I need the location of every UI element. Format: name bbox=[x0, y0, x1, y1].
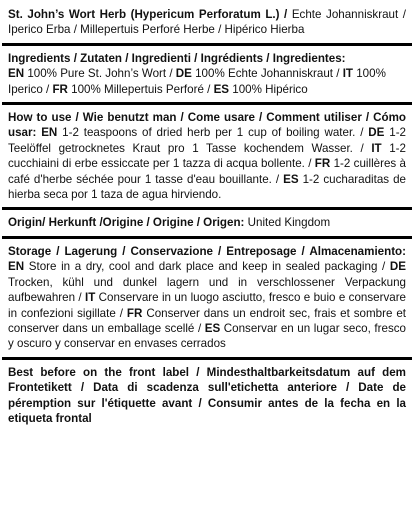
storage-heading: Storage / Lagerung / Conservazione / Entreposage / Almacenamiento: bbox=[8, 244, 406, 258]
ingredients-text-de: 100% Echte Johanniskraut / bbox=[191, 67, 343, 81]
ingredients-text-en: 100% Pure St. John’s Wort / bbox=[24, 67, 176, 81]
origin-section bbox=[2, 210, 412, 238]
storage-text-es: Conservar en un lugar seco, fresco y oscuro y conservar en envases cerrados bbox=[8, 321, 406, 351]
ingredients-text-es: 100% Hipérico bbox=[229, 82, 308, 96]
best-before-section bbox=[2, 360, 412, 427]
ingredients-section bbox=[2, 46, 412, 105]
product-name-translations: Echte Johanniskraut / Iperico Erba / Millepertuis Perforé Herbe / Hipérico Hierba bbox=[8, 8, 406, 37]
storage-code-es: ES bbox=[204, 321, 221, 335]
ingredients-code-fr: FR bbox=[52, 82, 68, 96]
how-to-use-section bbox=[2, 105, 412, 210]
how-to-use-code-it: IT bbox=[371, 141, 382, 155]
storage-code-fr: FR bbox=[126, 306, 143, 320]
how-to-use-text-fr: 1-2 cuillères à café d'herbe séchée pour 1 tasse d'eau bouillante. / bbox=[8, 157, 406, 186]
title-section bbox=[2, 2, 412, 46]
how-to-use-text-es: 1-2 cucharaditas de hierba seca por 1 taza de agua hirviendo. bbox=[8, 172, 406, 202]
how-to-use-code-fr: FR bbox=[314, 157, 331, 171]
ingredients-heading: Ingredients / Zutaten / Ingredienti / Ingrédients / Ingredientes: bbox=[8, 51, 346, 65]
storage-code-en: EN bbox=[8, 260, 25, 274]
how-to-use-text-en: 1-2 teaspoons of dried herb per 1 cup of boiling water. / bbox=[57, 126, 369, 140]
storage-text-fr: Conserver dans un endroit sec, frais et sombre et conserver dans un emballage scellé / bbox=[8, 306, 407, 335]
storage-code-it: IT bbox=[84, 291, 96, 305]
how-to-use-code-es: ES bbox=[283, 172, 299, 186]
storage-code-de: DE bbox=[389, 260, 406, 274]
origin-value: United Kingdom bbox=[244, 216, 331, 230]
storage-section bbox=[2, 239, 412, 360]
how-to-use-heading: How to use / Wie benutzt man / Come usare / Comment utiliser / Cómo usar: bbox=[8, 111, 406, 140]
product-name-latin: St. John’s Wort Herb (Hypericum Perforatum L.) / bbox=[8, 8, 288, 21]
best-before-text: Best before on the front label / Mindesthaltbarkeitsdatum auf dem Frontetikett / Data di scadenza sull'etichetta anteriore / Date de péremption sur l'étiquette avant / Consumir antes de la fecha en la etiqueta frontal bbox=[8, 365, 406, 425]
ingredients-code-it: IT bbox=[342, 67, 353, 81]
ingredients-code-de: DE bbox=[175, 67, 192, 81]
how-to-use-code-de: DE bbox=[368, 126, 385, 140]
storage-text-de: Trocken, kühl und dunkel lagern und in verschlossener Verpackung aufbewahren / bbox=[8, 275, 406, 305]
how-to-use-text-de: 1-2 Teelöffel getrocknetes Kraut pro 1 Tasse kochendem Wasser. / bbox=[8, 126, 406, 155]
ingredients-text-fr: 100% Millepertuis Perforé / bbox=[67, 82, 214, 96]
origin-heading: Origin/ Herkunft /Origine / Origine / Origen: bbox=[8, 216, 245, 230]
how-to-use-text-it: 1-2 cucchiaini di erbe essiccate per 1 tazza di acqua bollente. / bbox=[8, 141, 406, 171]
ingredients-code-en: EN bbox=[8, 67, 25, 81]
ingredients-code-es: ES bbox=[213, 82, 230, 96]
storage-text-en: Store in a dry, cool and dark place and keep in sealed packaging / bbox=[24, 260, 390, 274]
how-to-use-code-en: EN bbox=[41, 126, 58, 140]
ingredients-text-it: 100% Iperico / bbox=[8, 67, 386, 96]
storage-text-it: Conservare in un luogo asciutto, fresco e buio e conservare in confezioni sigillate / bbox=[8, 291, 407, 320]
